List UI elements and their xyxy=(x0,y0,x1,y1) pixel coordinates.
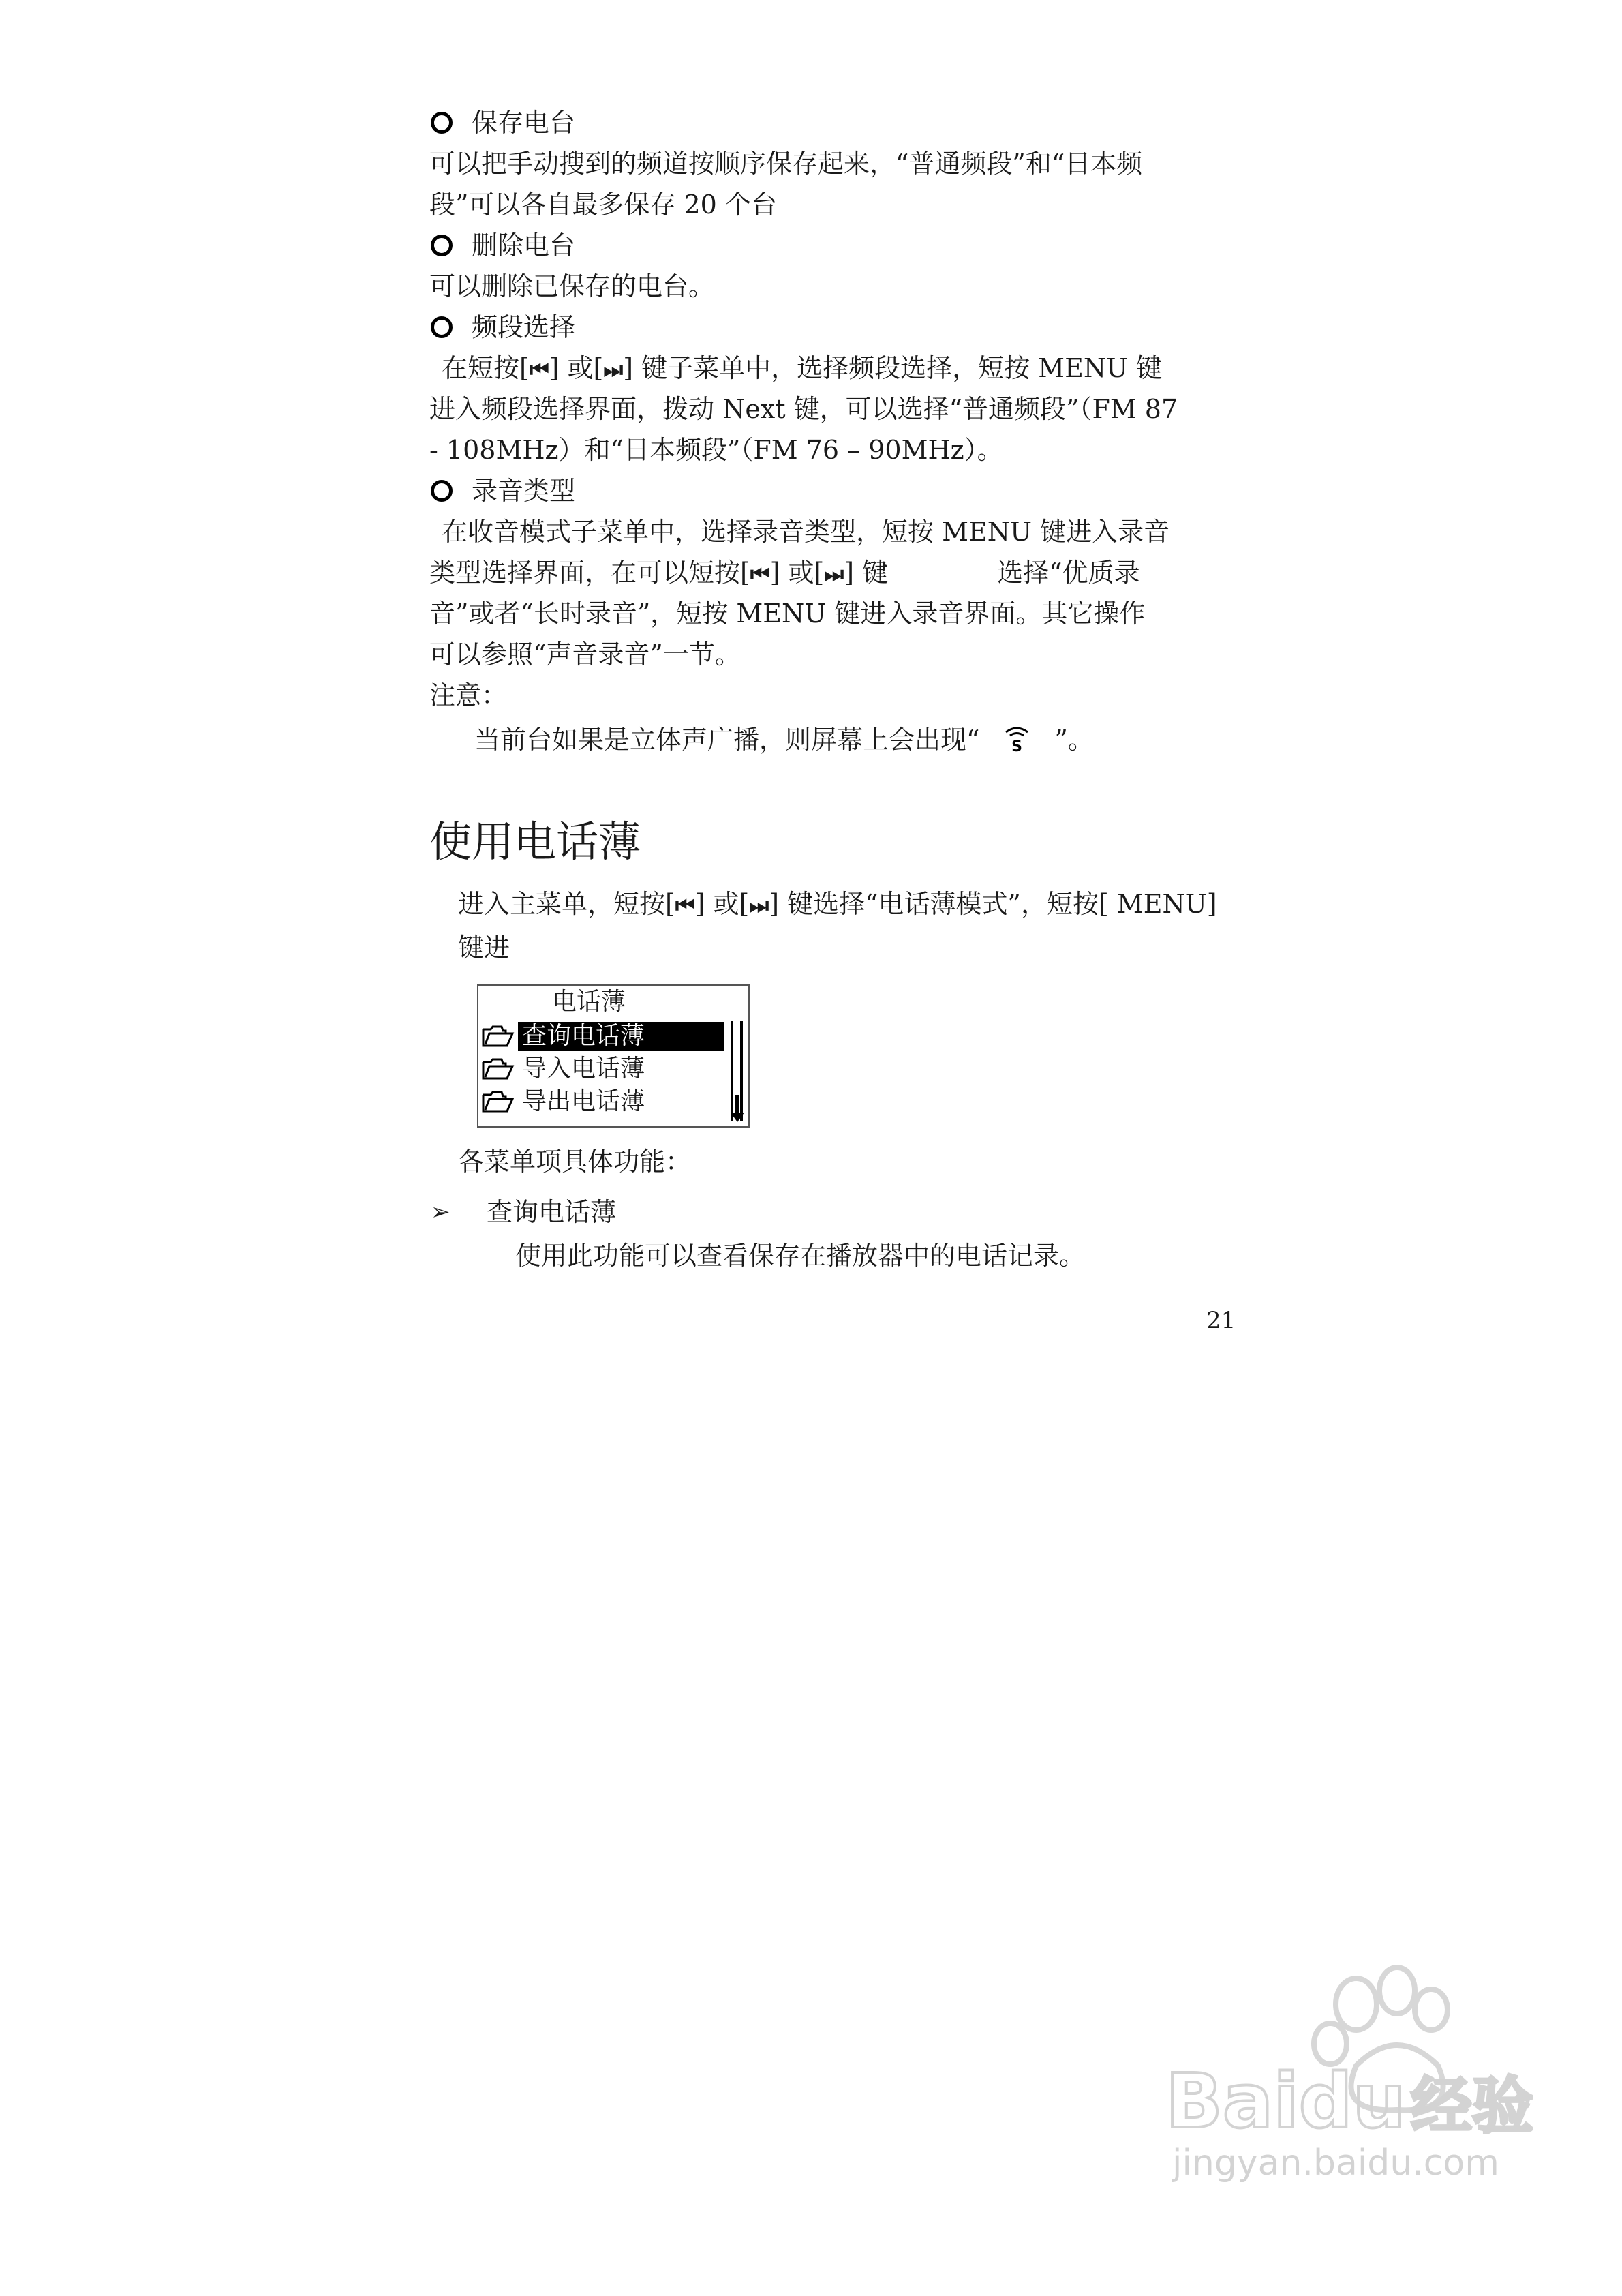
record-type-title: 录音类型 xyxy=(472,476,576,506)
query-phonebook-title: 查询电话薄 xyxy=(487,1197,617,1227)
lcd-item-label: 查询电话薄 xyxy=(518,1022,724,1051)
band-select-title: 频段选择 xyxy=(472,312,576,342)
arrow-bullet-icon: ➢ xyxy=(431,1198,450,1226)
watermark-product: 经验 xyxy=(1411,2070,1533,2142)
lcd-menu-item xyxy=(481,1021,724,1051)
circle-bullet-icon xyxy=(431,480,453,502)
lcd-title: 电话薄 xyxy=(552,988,626,1016)
save-station-heading xyxy=(429,102,1234,143)
circle-bullet-icon xyxy=(431,235,453,256)
folder-icon xyxy=(481,1024,515,1048)
record-type-text-2 xyxy=(429,552,1234,594)
down-arrow-icon xyxy=(729,1093,746,1123)
folder-icon xyxy=(481,1089,515,1114)
note-text xyxy=(474,719,1279,760)
phonebook-intro-1 xyxy=(458,883,1262,926)
record-type-text-1: 在收音模式子菜单中，选择录音类型，短按 MENU 键进入录音 xyxy=(442,517,1170,547)
lcd-item-label: 导入电话薄 xyxy=(522,1055,645,1083)
prev-key-icon: ⏮ xyxy=(675,892,695,918)
record-type-text-3: 音”或者“长时录音”，短按 MENU 键进入录音界面。其它操作 xyxy=(429,599,1146,629)
intro-text-part: ] 或[ xyxy=(694,889,750,919)
delete-station-text: 可以删除已保存的电台。 xyxy=(429,271,715,301)
record-text-part: ] 或[ xyxy=(769,558,825,588)
record-text-part: 类型选择界面，在可以短按[ xyxy=(429,558,750,588)
note-text-part: ”。 xyxy=(1054,725,1094,755)
circle-bullet-icon xyxy=(431,112,453,134)
functions-label: 各菜单项具体功能： xyxy=(458,1147,692,1177)
record-text-part: 选择“优质录 xyxy=(997,558,1140,588)
band-select-text-2: 进入频段选择界面，拨动 Next 键，可以选择“普通频段”（FM 87 xyxy=(429,394,1178,424)
band-text-part: ] 键子菜单中，选择频段选择，短按 MENU 键 xyxy=(623,353,1163,383)
phonebook-intro-2: 键进 xyxy=(458,933,510,963)
record-type-text-4: 可以参照“声音录音”一节。 xyxy=(429,639,741,669)
lcd-menu-item xyxy=(481,1087,649,1117)
intro-text-part: 进入主菜单，短按[ xyxy=(458,889,675,919)
watermark-url: jingyan.baidu.com xyxy=(1172,2143,1499,2184)
next-key-icon: ⏭ xyxy=(749,892,769,918)
delete-station-title: 删除电台 xyxy=(472,230,576,260)
prev-key-icon: ⏮ xyxy=(750,561,770,587)
save-station-text-1: 可以把手动搜到的频道按顺序保存起来，“普通频段”和“日本频 xyxy=(429,149,1143,179)
band-select-heading xyxy=(429,307,1234,348)
save-station-title: 保存电台 xyxy=(472,108,576,138)
next-key-icon: ⏭ xyxy=(824,561,844,587)
stereo-letter: S xyxy=(1011,738,1023,754)
circle-bullet-icon xyxy=(431,316,453,338)
stereo-icon xyxy=(979,719,1054,760)
band-select-text-1 xyxy=(442,348,1246,390)
note-text-part: 当前台如果是立体声广播，则屏幕上会出现“ xyxy=(474,725,980,755)
record-type-heading xyxy=(429,470,1234,511)
band-text-part: 在短按[ xyxy=(442,353,530,383)
lcd-item-label: 导出电话薄 xyxy=(522,1087,645,1115)
baidu-jingyan-watermark xyxy=(1152,1957,1533,2188)
phonebook-heading: 使用电话薄 xyxy=(429,817,641,866)
band-select-text-3: - 108MHz）和“日本频段”（FM 76 – 90MHz）。 xyxy=(429,435,1003,465)
record-text-part: ] 键 xyxy=(844,558,889,588)
band-text-part: ] 或[ xyxy=(549,353,604,383)
delete-station-heading xyxy=(429,225,1234,266)
intro-text-part: ] 键选择“电话薄模式”，短按[ MENU] xyxy=(769,889,1217,919)
note-label: 注意： xyxy=(429,680,508,710)
folder-icon xyxy=(481,1057,515,1081)
prev-key-icon: ⏮ xyxy=(529,357,549,382)
lcd-menu-item xyxy=(481,1054,649,1084)
phonebook-lcd-screen xyxy=(477,984,750,1128)
next-key-icon: ⏭ xyxy=(603,357,624,382)
watermark-brand: Baidu xyxy=(1165,2057,1406,2145)
page-number: 21 xyxy=(1206,1307,1236,1334)
query-phonebook-desc: 使用此功能可以查看保存在播放器中的电话记录。 xyxy=(515,1241,1086,1271)
save-station-text-2: 段”可以各自最多保存 20 个台 xyxy=(429,190,777,220)
